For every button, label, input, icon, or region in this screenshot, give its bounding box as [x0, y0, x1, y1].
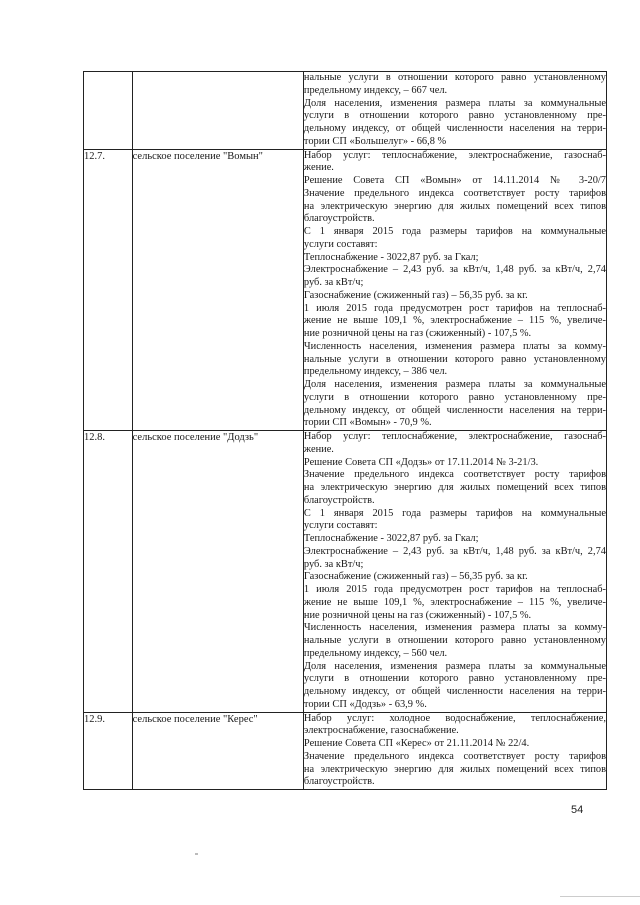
text-line: руб. за кВт/ч;: [303, 558, 364, 570]
text-line: на электрическую энергию для жилых помещений всех типов: [303, 200, 606, 212]
text-line: тории СП «Большелуг» - 66,8 %: [303, 135, 447, 147]
text-line: Электроснабжение – 2,43 руб. за кВт/ч, 1,48 руб. за кВт/ч, 2,74: [303, 545, 606, 557]
table-row: [84, 712, 607, 790]
text-line: услуги составят:: [303, 238, 378, 250]
text-line: Значение предельного индекса соответствует росту тарифов: [303, 187, 606, 199]
text-line: предельному индексу, – 386 чел.: [303, 366, 448, 378]
settlement-name: [132, 72, 303, 150]
text-line: С 1 января 2015 года размеры тарифов на коммунальные: [303, 226, 606, 237]
text-line: ние розничной цены на газ (сжиженный) - 107,5 %.: [303, 609, 532, 621]
row-number: [84, 72, 133, 150]
text-line: 1 июля 2015 года предусмотрен рост тарифов на теплоснаб-: [303, 302, 606, 314]
tariff-table: [83, 71, 607, 790]
text-line: Газоснабжение (сжиженный газ) – 56,35 руб. за кг.: [303, 571, 528, 583]
text-line: Теплоснабжение - 3022,87 руб. за Гкал;: [303, 533, 479, 544]
text-line: Численность населения, изменения размера платы за комму-: [303, 622, 606, 634]
scan-mark: [195, 853, 198, 855]
text-line: услуги в отношении которого равно установленному пре-: [303, 391, 606, 403]
text-line: дельному индексу, от общей численности населения на терри-: [303, 404, 606, 416]
text-line: жение не выше 109,1 %, электроснабжение – 115 %, увеличе-: [303, 596, 606, 608]
text-line: Набор услуг: холодное водоснабжение, теплоснабжение,: [303, 712, 606, 724]
text-line: Доля населения, изменения размера платы за коммунальные: [303, 97, 606, 109]
tariff-description: [303, 149, 606, 431]
table-row: [84, 149, 607, 431]
text-line: руб. за кВт/ч;: [303, 277, 364, 288]
text-line: дельному индексу, от общей численности населения на терри-: [303, 686, 606, 697]
text-line: Электроснабжение – 2,43 руб. за кВт/ч, 1,48 руб. за кВт/ч, 2,74: [303, 264, 606, 276]
table-row: [84, 72, 607, 150]
row-number: 12.9.: [84, 712, 133, 790]
text-line: жение не выше 109,1 %, электроснабжение – 115 %, увеличе-: [303, 315, 606, 327]
text-line: тории СП «Додзь» - 63,9 %.: [303, 698, 427, 710]
text-line: предельному индексу, – 667 чел.: [303, 84, 448, 96]
text-line: на электрическую энергию для жилых помещений всех типов: [303, 763, 606, 775]
text-line: нальные услуги в отношении которого равно установленному: [303, 72, 606, 83]
page-number: 54: [571, 804, 584, 816]
text-line: Решение Совета СП «Вомын» от 14.11.2014 № 3-20/7: [303, 175, 606, 186]
text-line: Набор услуг: теплоснабжение, электроснабжение, газоснаб-: [303, 149, 606, 161]
text-line: электроснабжение, газоснабжение.: [303, 725, 459, 737]
text-line: на электрическую энергию для жилых помещений всех типов: [303, 482, 606, 493]
text-line: благоустройств.: [303, 776, 375, 788]
settlement-name: сельское поселение "Вомын": [132, 149, 303, 431]
text-line: нальные услуги в отношении которого равно установленному: [303, 353, 606, 365]
tariff-description: [303, 72, 606, 150]
text-line: Значение предельного индекса соответствует росту тарифов: [303, 750, 606, 762]
text-line: Значение предельного индекса соответствует росту тарифов: [303, 469, 606, 481]
tariff-description: [303, 431, 606, 713]
settlement-name: сельское поселение "Додзь": [132, 431, 303, 713]
text-line: услуги в отношении которого равно установленному пре-: [303, 110, 606, 122]
text-line: Доля населения, изменения размера платы за коммунальные: [303, 660, 606, 672]
text-line: жение.: [303, 162, 334, 174]
text-line: благоустройств.: [303, 494, 375, 506]
text-line: С 1 января 2015 года размеры тарифов на коммунальные: [303, 507, 606, 519]
text-line: благоустройств.: [303, 213, 375, 225]
text-line: Численность населения, изменения размера платы за комму-: [303, 340, 606, 352]
text-line: нальные услуги в отношении которого равно установленному: [303, 635, 606, 646]
scan-edge-line: [560, 896, 640, 897]
settlement-name: сельское поселение "Керес": [132, 712, 303, 790]
text-line: ние розничной цены на газ (сжиженный) - 107,5 %.: [303, 328, 532, 339]
text-line: тории СП «Вомын» - 70,9 %.: [303, 417, 432, 429]
text-line: услуги составят:: [303, 520, 378, 532]
text-line: Теплоснабжение - 3022,87 руб. за Гкал;: [303, 251, 479, 263]
text-line: услуги в отношении которого равно установленному пре-: [303, 673, 606, 685]
text-line: жение.: [303, 443, 334, 455]
text-line: 1 июля 2015 года предусмотрен рост тарифов на теплоснаб-: [303, 584, 606, 595]
row-number: 12.7.: [84, 149, 133, 431]
text-line: Решение Совета СП «Керес» от 21.11.2014 № 22/4.: [303, 738, 530, 749]
row-number: 12.8.: [84, 431, 133, 713]
text-line: Доля населения, изменения размера платы за коммунальные: [303, 379, 606, 390]
text-line: предельному индексу, – 560 чел.: [303, 647, 448, 659]
text-line: Набор услуг: теплоснабжение, электроснабжение, газоснаб-: [303, 431, 606, 442]
text-line: дельному индексу, от общей численности населения на терри-: [303, 123, 606, 134]
tariff-description: [303, 712, 606, 790]
table-row: [84, 431, 607, 713]
text-line: Решение Совета СП «Додзь» от 17.11.2014 № 3-21/3.: [303, 456, 539, 468]
text-line: Газоснабжение (сжиженный газ) – 56,35 руб. за кг.: [303, 289, 528, 301]
